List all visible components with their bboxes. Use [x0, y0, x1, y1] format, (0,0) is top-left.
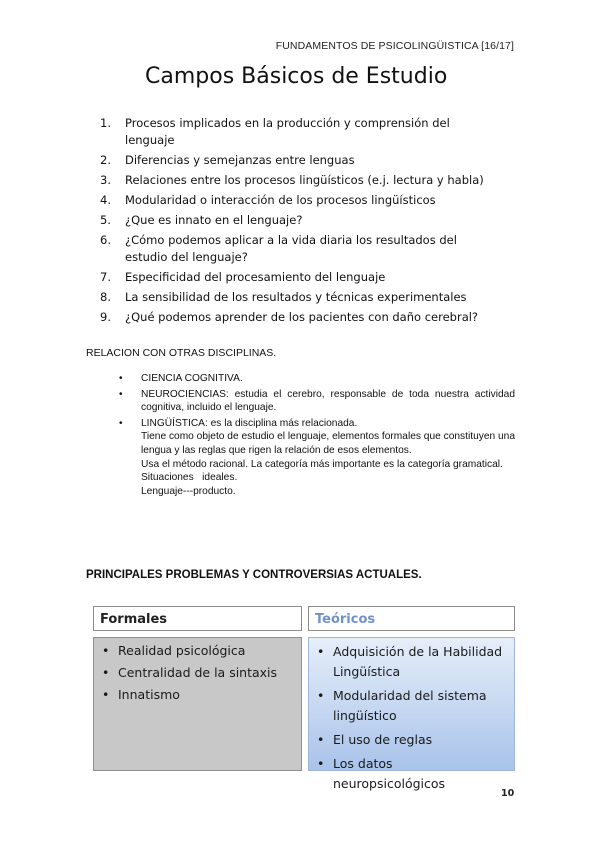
problemas-heading: PRINCIPALES PROBLEMAS Y CONTROVERSIAS ACTUALES.: [86, 569, 422, 581]
item-text: ¿Qué podemos aprender de los pacientes con daño cerebral?: [125, 310, 479, 324]
list-item: [96, 192, 496, 209]
list-item: [117, 417, 515, 499]
bullet-icon: •: [119, 417, 123, 429]
item-detail-line: Situaciones ideales.: [141, 472, 238, 484]
item-text: Centralidad de la sintaxis: [118, 665, 278, 680]
item-text: Modularidad o interacción de los procesos lingüísticos: [125, 193, 436, 207]
list-item: [315, 642, 508, 682]
item-number: 6.: [100, 233, 111, 247]
item-text: Adquisición de la Habilidad Lingüística: [333, 644, 503, 679]
relacion-heading: RELACION CON OTRAS DISCIPLINAS.: [86, 347, 277, 359]
bullet-icon: •: [317, 644, 325, 659]
item-text: Innatismo: [118, 687, 180, 702]
list-item: [117, 372, 515, 386]
item-number: 5.: [100, 213, 111, 227]
teoricos-list: [309, 638, 514, 794]
list-item: [117, 388, 515, 415]
item-number: 2.: [100, 153, 111, 167]
list-item: [100, 663, 295, 683]
item-text: ¿Que es innato en el lenguaje?: [125, 213, 303, 227]
item-number: 9.: [100, 310, 111, 324]
campos-list: [96, 115, 496, 329]
list-item: [315, 754, 508, 794]
list-item: [96, 152, 496, 169]
list-item: [96, 212, 496, 229]
item-detail-line: Tiene como objeto de estudio el lenguaje, elementos formales que constituyen una lengua y las reglas que rigen la relación de esos elementos.: [141, 431, 515, 456]
item-text: Los datos neuropsicológicos: [333, 756, 446, 791]
list-item: [100, 641, 295, 661]
list-item: [96, 309, 496, 326]
item-number: 8.: [100, 290, 111, 304]
teoricos-header: Teóricos: [308, 606, 515, 631]
list-item: [315, 730, 508, 750]
item-text: LINGÜÍSTICA: es la disciplina más relacionada.: [141, 417, 358, 429]
item-text: La sensibilidad de los resultados y técnicas experimentales: [125, 290, 467, 304]
item-text: CIENCIA COGNITIVA.: [141, 373, 243, 384]
item-text: El uso de reglas: [333, 732, 433, 747]
formales-box: [93, 637, 302, 771]
item-text: Procesos implicados en la producción y comprensión del lenguaje: [125, 116, 450, 147]
bullet-icon: •: [119, 388, 123, 400]
list-item: [96, 232, 496, 266]
bullet-icon: •: [102, 665, 110, 680]
item-text: Especificidad del procesamiento del lenguaje: [125, 270, 386, 284]
bullet-icon: •: [102, 687, 110, 702]
bullet-icon: •: [119, 373, 123, 384]
bullet-icon: •: [317, 756, 325, 771]
page-title: Campos Básicos de Estudio: [145, 64, 448, 89]
bullet-icon: •: [317, 688, 325, 703]
item-text: Diferencias y semejanzas entre lenguas: [125, 153, 355, 167]
item-number: 7.: [100, 270, 111, 284]
item-text: ¿Cómo podemos aplicar a la vida diaria los resultados del estudio del lenguaje?: [125, 233, 457, 264]
item-text: NEUROCIENCIAS: estudia el cerebro, responsable de toda nuestra actividad cognitiva, incluido el lenguaje.: [141, 388, 515, 414]
list-item: [96, 115, 496, 149]
item-text: Realidad psicológica: [118, 643, 246, 658]
formales-header: Formales: [93, 606, 302, 631]
teoricos-box: [308, 637, 515, 791]
item-detail-line: Lenguaje---producto.: [141, 485, 236, 497]
list-item: [315, 686, 508, 726]
item-detail-line: Usa el método racional. La categoría más importante es la categoría gramatical.: [141, 458, 503, 470]
item-text: Modularidad del sistema lingüístico: [333, 688, 487, 723]
bullet-icon: •: [317, 732, 325, 747]
list-item: [96, 269, 496, 286]
list-item: [96, 172, 496, 189]
disciplinas-list: [117, 372, 515, 500]
formales-list: [94, 638, 301, 705]
item-number: 3.: [100, 173, 111, 187]
item-text: Relaciones entre los procesos lingüísticos (e.j. lectura y habla): [125, 173, 484, 187]
item-number: 1.: [100, 116, 111, 130]
page-number: 10: [501, 788, 515, 799]
bullet-icon: •: [102, 643, 110, 658]
list-item: [96, 289, 496, 306]
running-header: FUNDAMENTOS DE PSICOLINGÜISTICA [16/17]: [275, 40, 514, 52]
item-number: 4.: [100, 193, 111, 207]
list-item: [100, 685, 295, 705]
